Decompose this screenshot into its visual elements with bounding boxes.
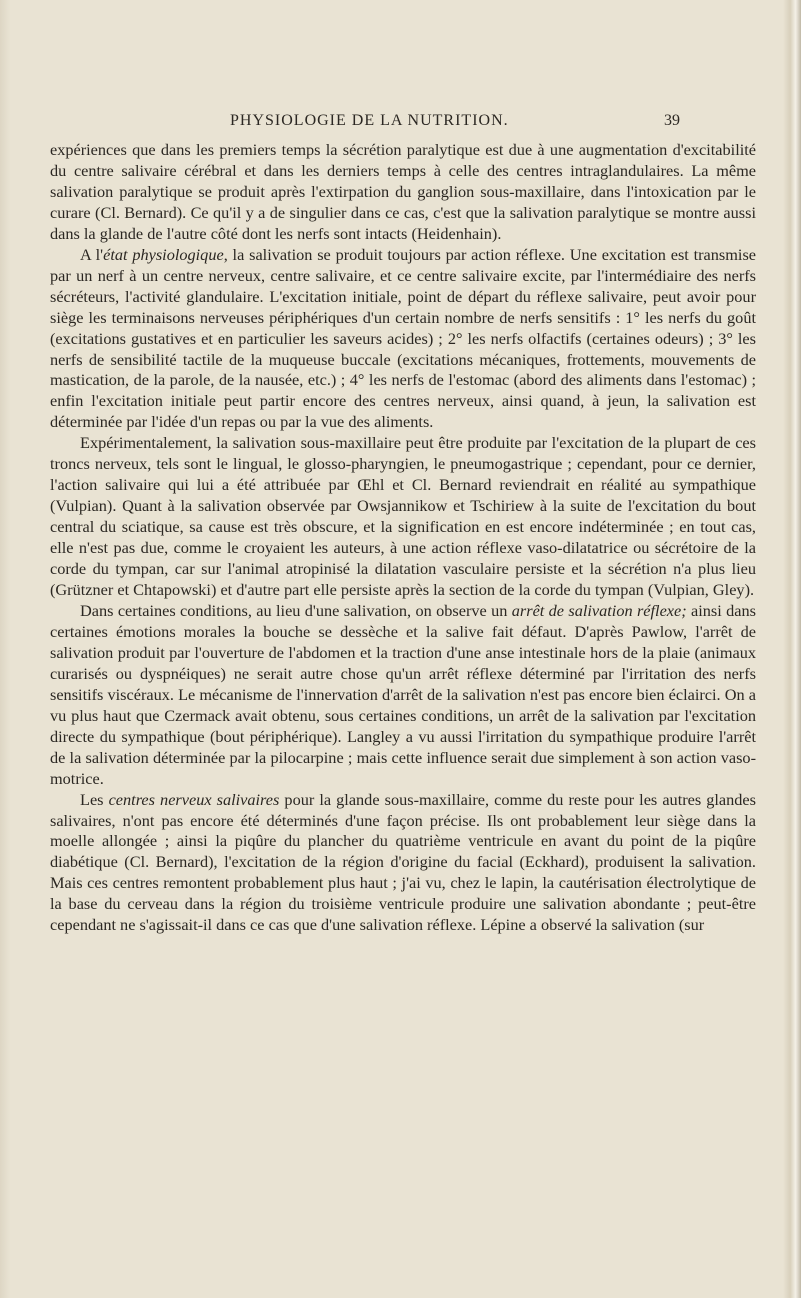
text-run: A l' xyxy=(80,244,104,264)
paragraph-2 xyxy=(50,245,756,434)
paragraph-3 xyxy=(50,433,756,601)
text-run: pour la glande sous-maxillaire, comme du reste pour les autres glandes salivaires, n'ont pas encore été déterminés d'une façon précise. Ils ont probablement leur siège dans la moelle allongée ; ainsi la piqûre du plancher du quatrième ventricule en avant du point de la piqûre diabétique (Cl. Bernard), l'excitation de la région d'origine du facial (Eckhard), produisent la salivation. Mais ces centres remontent probablement plus haut ; j'ai vu, chez le lapin, la cautérisation électrolytique de la base du cerveau dans la région du troisième ventricule produire une salivation abondante ; peut-être cependant ne s'agissait-il dans ce cas que d'une salivation réflexe. Lépine a observé la salivation (sur xyxy=(50,789,756,935)
text-run: , la salivation se produit toujours par action réflexe. Une excitation est transmise par un nerf à un centre nerveux, centre salivaire, et ce centre salivaire excite, par l'intermédiaire des nerfs sécréteurs, l'activité glandulaire. L'excitation initiale, point de départ du réflexe salivaire, peut avoir pour siège les terminaisons nerveuses périphériques d'un certain nombre de nerfs sensitifs : 1° les nerfs du goût (excitations gustatives et en particulier les saveurs acides) ; 2° les nerfs olfactifs (certaines odeurs) ; 3° les nerfs de sensibilité tactile de la muqueuse buccale (excitations mécaniques, frottements, mouvements de mastication, de la parole, de la nausée, etc.) ; 4° les nerfs de l'estomac (abord des aliments dans l'estomac) ; enfin l'excitation initiale peut partir encore des centres nerveux, ainsi quand, à jeun, la salivation est déterminée par l'idée d'un repas ou par la vue des aliments. xyxy=(50,244,757,432)
text-run: expériences que dans les premiers temps la sécrétion paralytique est due à une augmentation d'excitabilité du centre salivaire cérébral et dans les derniers temps à celle des centres intraglandulaires. La même salivation paralytique se produit après l'extirpation du ganglion sous-maxillaire, dans l'intoxication par le curare (Cl. Bernard). Ce qu'il y a de singulier dans ce cas, c'est que la salivation paralytique se montre aussi dans la glande de l'autre côté dont les nerfs sont intacts (Heidenhain). xyxy=(50,140,756,243)
body-text xyxy=(50,140,756,936)
page-header xyxy=(230,112,680,136)
italic-term: état physiologique xyxy=(103,244,224,264)
text-run: Dans certaines conditions, au lieu d'une salivation, on observe un xyxy=(80,600,512,620)
text-run: Expérimentalement, la salivation sous-maxillaire peut être produite par l'excitation de la plupart de ces troncs nerveux, tels sont le lingual, le glosso-pharyngien, le pneumogastrique ; cependant, pour ce dernier, l'action salivaire qui lui a été attribuée par Œhl et Cl. Bernard reviendrait en réalité au sympathique (Vulpian). Quant à la salivation observée par Owsjannikow et Tschiriew à la suite de l'excitation du bout central du sciatique, sa cause est très obscure, et la signification en est encore indéterminée ; en tout cas, elle n'est pas due, comme le croyaient les auteurs, à une action réflexe vaso-dilatatrice ou sécrétoire de la corde du tympan, car sur l'animal atropinisé la dilatation vasculaire persiste et la sécrétion n'a plus lieu (Grützner et Chtapowski) et d'autre part elle persiste après la section de la corde du tympan (Vulpian, Gley). xyxy=(50,433,756,600)
paragraph-4 xyxy=(50,601,756,790)
text-run: ainsi dans certaines émotions morales la bouche se dessèche et la salive fait défaut. D'après Pawlow, l'arrêt de salivation produit par l'ouverture de l'abdomen et la traction d'une anse intestinale hors de la plaie (animaux curarisés ou dyspnéiques) ne serait autre chose qu'un arrêt réflexe déterminé par l'irritation des nerfs sensitifs viscéraux. Le mécanisme de l'innervation d'arrêt de la salivation n'est pas encore bien éclairci. On a vu plus haut que Czermack avait obtenu, sous certaines conditions, un arrêt de la salivation par l'excitation directe du sympathique (bout périphérique). Langley a vu aussi l'irritation du sympathique produire l'arrêt de la salivation déterminée par la pilocarpine ; mais cette influence serait due simplement à son action vaso-motrice. xyxy=(50,600,756,788)
italic-term: centres nerveux salivaires xyxy=(108,789,280,809)
running-title: PHYSIOLOGIE DE LA NUTRITION. xyxy=(230,112,509,129)
page-number: 39 xyxy=(664,112,680,129)
page-left-shadow xyxy=(0,0,10,1298)
text-run: Les xyxy=(80,789,109,809)
italic-term: arrêt de salivation réflexe; xyxy=(511,600,687,620)
paragraph-5 xyxy=(50,790,756,937)
page-right-edge xyxy=(783,0,801,1298)
paragraph-1 xyxy=(50,140,756,245)
